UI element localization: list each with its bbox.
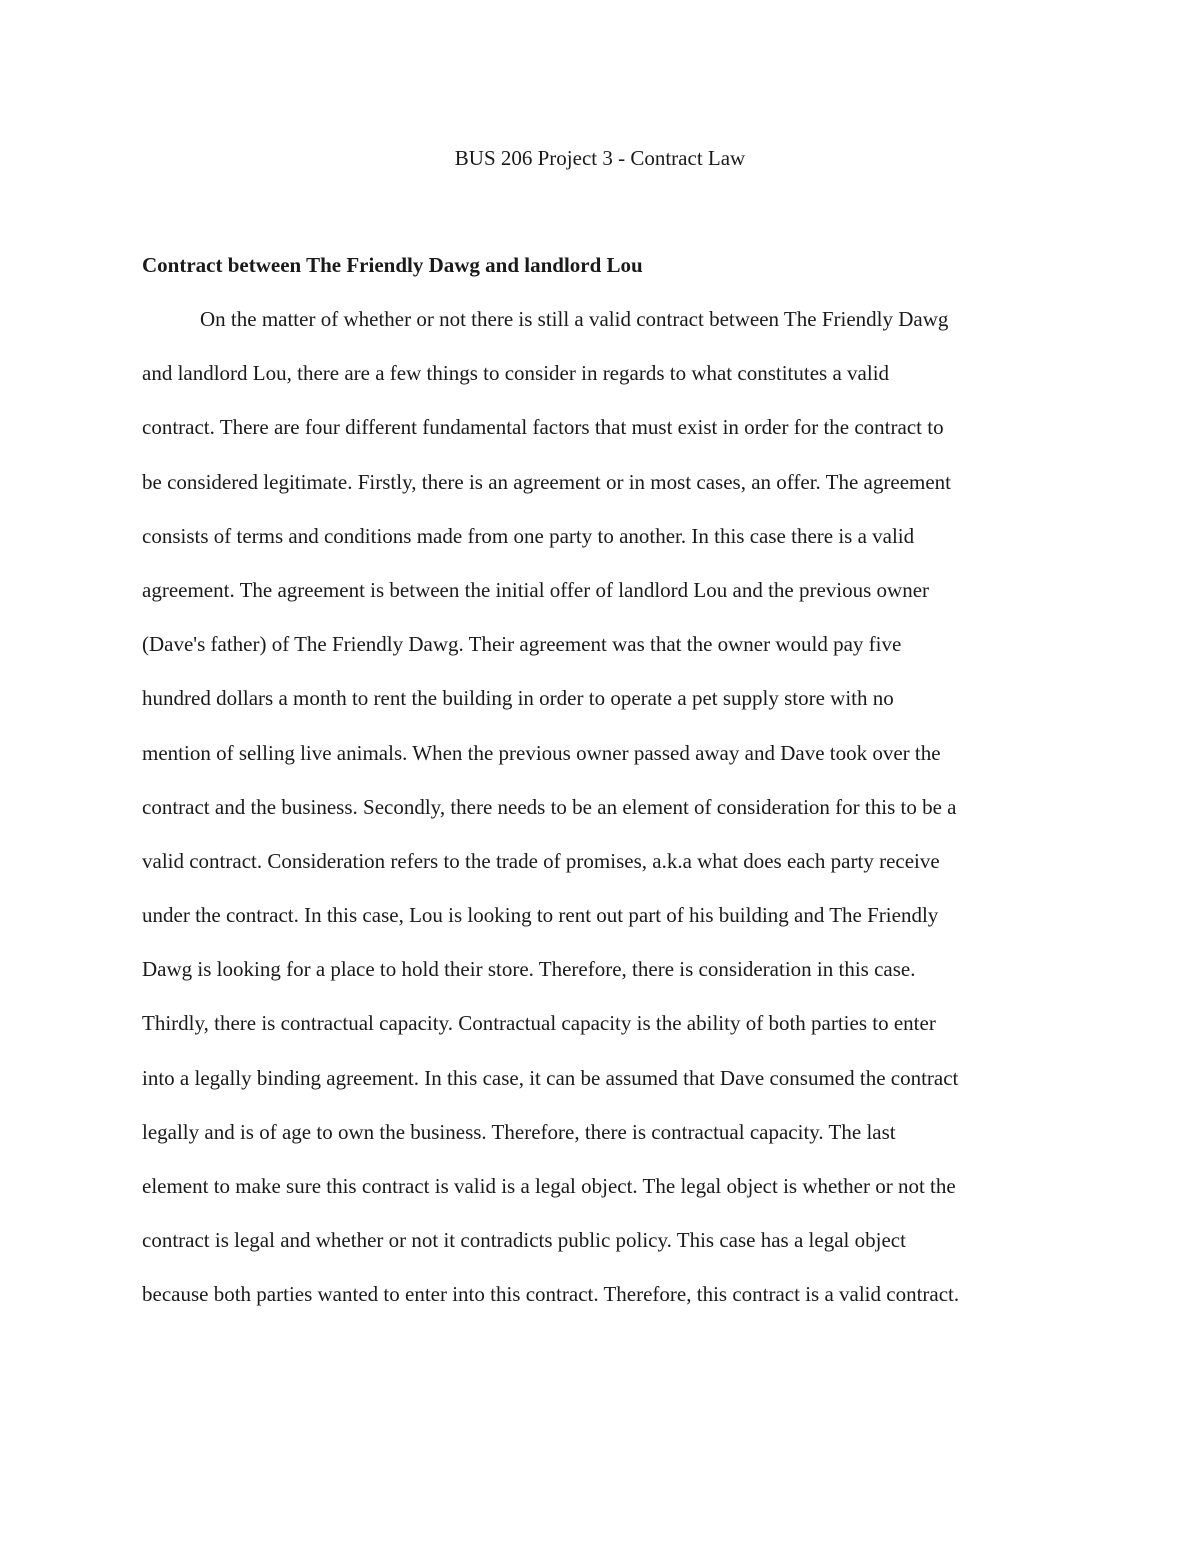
- paragraph-line: because both parties wanted to enter into this contract. Therefore, this contract is a valid contract.: [142, 1282, 960, 1307]
- paragraph-line: Thirdly, there is contractual capacity. Contractual capacity is the ability of both parties to enter: [142, 1011, 936, 1036]
- paragraph-line: contract and the business. Secondly, there needs to be an element of consideration for this to be a: [142, 794, 957, 819]
- paragraph-line: under the contract. In this case, Lou is looking to rent out part of his building and The Friendly: [142, 903, 939, 928]
- paragraph-line: contract is legal and whether or not it contradicts public policy. This case has a legal object: [142, 1228, 906, 1253]
- paragraph-line: consists of terms and conditions made from one party to another. In this case there is a valid: [142, 523, 915, 548]
- section-heading: Contract between The Friendly Dawg and landlord Lou: [142, 253, 643, 277]
- paragraph-line: Dawg is looking for a place to hold their store. Therefore, there is consideration in this case.: [142, 957, 916, 982]
- body-paragraph: [142, 304, 1072, 1334]
- paragraph-line: legally and is of age to own the business. Therefore, there is contractual capacity. The last: [142, 1119, 896, 1144]
- paragraph-line: hundred dollars a month to rent the building in order to operate a pet supply store with no: [142, 686, 894, 711]
- paragraph-line: element to make sure this contract is valid is a legal object. The legal object is whether or not the: [142, 1174, 956, 1198]
- paragraph-line: agreement. The agreement is between the initial offer of landlord Lou and the previous owner: [142, 577, 930, 602]
- paragraph-line: contract. There are four different fundamental factors that must exist in order for the contract to: [142, 415, 944, 440]
- paragraph-line: valid contract. Consideration refers to the trade of promises, a.k.a what does each party receive: [142, 848, 940, 873]
- paragraph-line: On the matter of whether or not there is still a valid contract between The Friendly Dawg: [200, 307, 949, 331]
- paragraph-line: into a legally binding agreement. In this case, it can be assumed that Dave consumed the contract: [142, 1065, 959, 1090]
- paragraph-line: (Dave's father) of The Friendly Dawg. Their agreement was that the owner would pay five: [142, 632, 902, 657]
- paragraph-line: and landlord Lou, there are a few things to consider in regards to what constitutes a valid: [142, 361, 890, 386]
- paragraph-line: be considered legitimate. Firstly, there is an agreement or in most cases, an offer. The agreement: [142, 469, 952, 494]
- document-title: BUS 206 Project 3 - Contract Law: [454, 146, 746, 170]
- paragraph-line: mention of selling live animals. When the previous owner passed away and Dave took over the: [142, 740, 941, 765]
